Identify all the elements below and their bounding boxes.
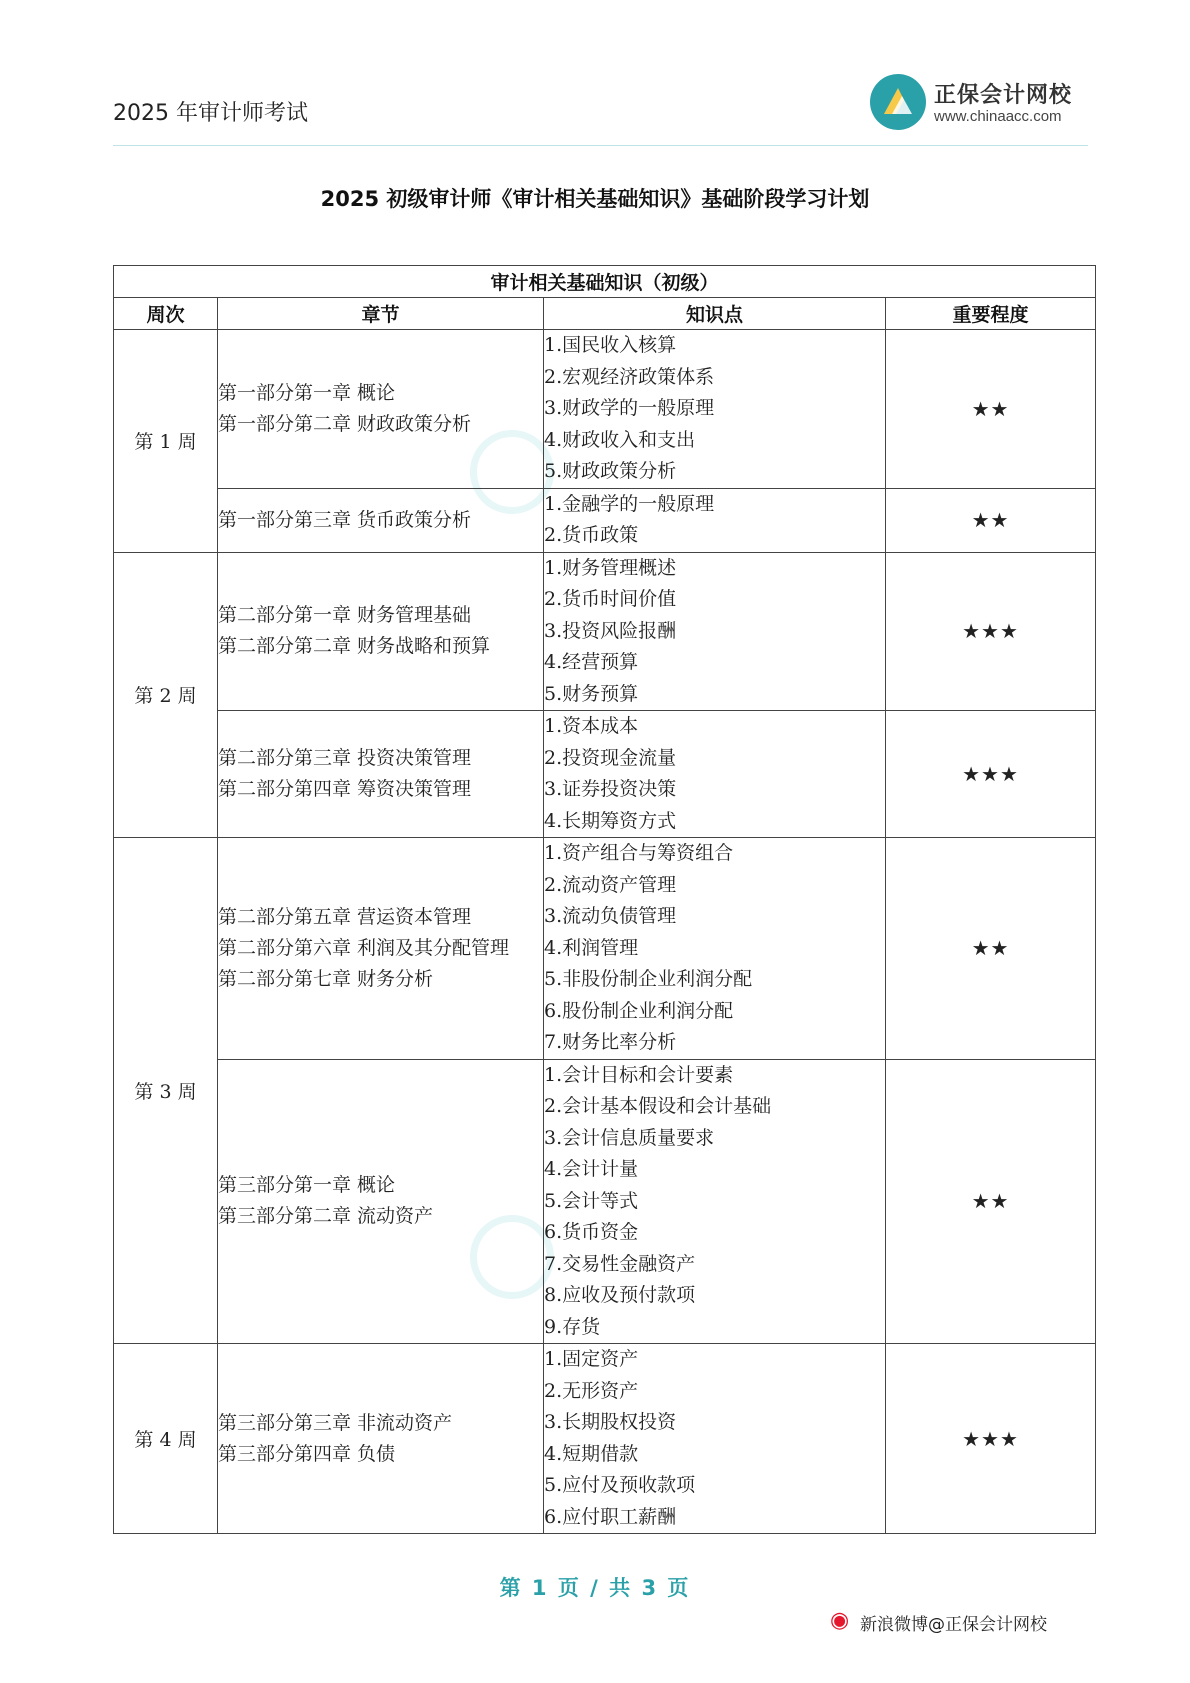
knowledge-point: 2.货币政策 (544, 524, 639, 546)
table-header-row (114, 298, 1096, 330)
chapter-item: 第二部分第三章 投资决策管理 (218, 747, 472, 769)
week-cell: 第 1 周 (114, 330, 218, 553)
knowledge-point: 2.宏观经济政策体系 (544, 365, 715, 388)
knowledge-point: 1.固定资产 (544, 1348, 639, 1370)
points-cell (544, 838, 886, 1060)
points-cell (544, 330, 886, 489)
chapter-cell (218, 330, 544, 489)
chapter-item: 第二部分第七章 财务分析 (218, 967, 434, 990)
importance-stars: ★★ (886, 488, 1096, 552)
importance-stars: ★★★ (886, 1344, 1096, 1534)
knowledge-point: 4.利润管理 (544, 936, 639, 959)
knowledge-point: 6.股份制企业利润分配 (544, 999, 734, 1022)
knowledge-point: 4.短期借款 (544, 1442, 639, 1465)
knowledge-point: 7.财务比率分析 (544, 1031, 677, 1053)
chapter-item: 第三部分第三章 非流动资产 (218, 1411, 453, 1434)
chapter-cell (218, 1059, 544, 1344)
knowledge-point: 6.应付职工薪酬 (544, 1505, 677, 1528)
chapter-item: 第二部分第一章 财务管理基础 (218, 604, 472, 627)
table-caption-row (114, 266, 1096, 298)
chapter-cell (218, 1344, 544, 1534)
knowledge-point: 2.无形资产 (544, 1379, 639, 1402)
table-row (114, 552, 1096, 711)
week-cell: 第 2 周 (114, 552, 218, 838)
chapter-cell (218, 488, 544, 552)
knowledge-point: 1.金融学的一般原理 (544, 492, 715, 515)
knowledge-point: 3.投资风险报酬 (544, 619, 677, 642)
knowledge-point: 2.会计基本假设和会计基础 (544, 1095, 772, 1117)
chapter-item: 第三部分第一章 概论 (218, 1174, 396, 1197)
knowledge-point: 5.财政政策分析 (544, 460, 677, 482)
study-plan-table (113, 265, 1096, 1534)
table-row (114, 1344, 1096, 1534)
page-number: 第 1 页 / 共 3 页 (499, 1576, 691, 1600)
chapter-item: 第二部分第四章 筹资决策管理 (218, 778, 472, 800)
table-caption: 审计相关基础知识（初级） (114, 266, 1096, 298)
chapter-cell (218, 711, 544, 838)
knowledge-point: 4.财政收入和支出 (544, 428, 696, 451)
points-cell (544, 488, 886, 552)
weibo-credit (830, 1608, 1047, 1635)
knowledge-point: 1.资产组合与筹资组合 (544, 842, 734, 864)
logo-icon (870, 74, 926, 130)
knowledge-point: 3.证券投资决策 (544, 778, 677, 800)
importance-stars: ★★ (886, 1059, 1096, 1344)
column-header-week: 周次 (114, 298, 218, 330)
chapter-item: 第一部分第三章 货币政策分析 (218, 508, 472, 531)
knowledge-point: 4.会计计量 (544, 1158, 639, 1180)
knowledge-point: 3.流动负债管理 (544, 905, 677, 927)
knowledge-point: 3.会计信息质量要求 (544, 1126, 715, 1149)
weibo-icon: ◉ (830, 1608, 850, 1633)
points-cell (544, 711, 886, 838)
table-row (114, 711, 1096, 838)
points-cell (544, 552, 886, 711)
knowledge-point: 3.长期股权投资 (544, 1411, 677, 1433)
chapter-item: 第二部分第二章 财务战略和预算 (218, 635, 491, 658)
logo-name: 正保会计网校 (934, 83, 1073, 108)
weibo-text: 新浪微博@正保会计网校 (860, 1615, 1047, 1635)
table-row (114, 330, 1096, 489)
knowledge-point: 2.货币时间价值 (544, 588, 677, 610)
points-cell (544, 1344, 886, 1534)
table-row (114, 838, 1096, 1060)
chapter-item: 第一部分第一章 概论 (218, 381, 396, 404)
importance-stars: ★★ (886, 838, 1096, 1060)
points-cell (544, 1059, 886, 1344)
knowledge-point: 5.应付及预收款项 (544, 1474, 696, 1496)
chapter-cell (218, 552, 544, 711)
column-header-points: 知识点 (544, 298, 886, 330)
document-title: 2025 初级审计师《审计相关基础知识》基础阶段学习计划 (320, 187, 870, 211)
table-row (114, 1059, 1096, 1344)
knowledge-point: 2.投资现金流量 (544, 746, 677, 769)
week-cell: 第 4 周 (114, 1344, 218, 1534)
table-row (114, 488, 1096, 552)
chapter-item: 第三部分第二章 流动资产 (218, 1205, 434, 1228)
knowledge-point: 5.非股份制企业利润分配 (544, 968, 753, 990)
chapter-cell (218, 838, 544, 1060)
column-header-importance: 重要程度 (886, 298, 1096, 330)
knowledge-point: 7.交易性金融资产 (544, 1252, 696, 1275)
header-title: 2025 年审计师考试 (113, 101, 308, 126)
knowledge-point: 6.货币资金 (544, 1221, 639, 1243)
week-cell: 第 3 周 (114, 838, 218, 1344)
importance-stars: ★★★ (886, 552, 1096, 711)
knowledge-point: 1.国民收入核算 (544, 334, 677, 356)
knowledge-point: 1.资本成本 (544, 715, 639, 737)
chapter-item: 第二部分第五章 营运资本管理 (218, 905, 472, 928)
logo-url: www.chinaacc.com (934, 108, 1062, 125)
brand-logo (870, 72, 1090, 136)
knowledge-point: 8.应收及预付款项 (544, 1284, 696, 1306)
knowledge-point: 9.存货 (544, 1315, 601, 1338)
knowledge-point: 1.财务管理概述 (544, 556, 677, 579)
header-divider (113, 145, 1088, 146)
knowledge-point: 5.会计等式 (544, 1189, 639, 1212)
knowledge-point: 1.会计目标和会计要素 (544, 1063, 734, 1086)
chapter-item: 第三部分第四章 负债 (218, 1442, 396, 1465)
knowledge-point: 2.流动资产管理 (544, 873, 677, 896)
importance-stars: ★★★ (886, 711, 1096, 838)
importance-stars: ★★ (886, 330, 1096, 489)
knowledge-point: 3.财政学的一般原理 (544, 397, 715, 419)
knowledge-point: 4.经营预算 (544, 651, 639, 673)
chapter-item: 第二部分第六章 利润及其分配管理 (218, 936, 510, 959)
knowledge-point: 5.财务预算 (544, 682, 639, 705)
knowledge-point: 4.长期筹资方式 (544, 809, 677, 832)
column-header-chapter: 章节 (218, 298, 544, 330)
chapter-item: 第一部分第二章 财政政策分析 (218, 412, 472, 435)
